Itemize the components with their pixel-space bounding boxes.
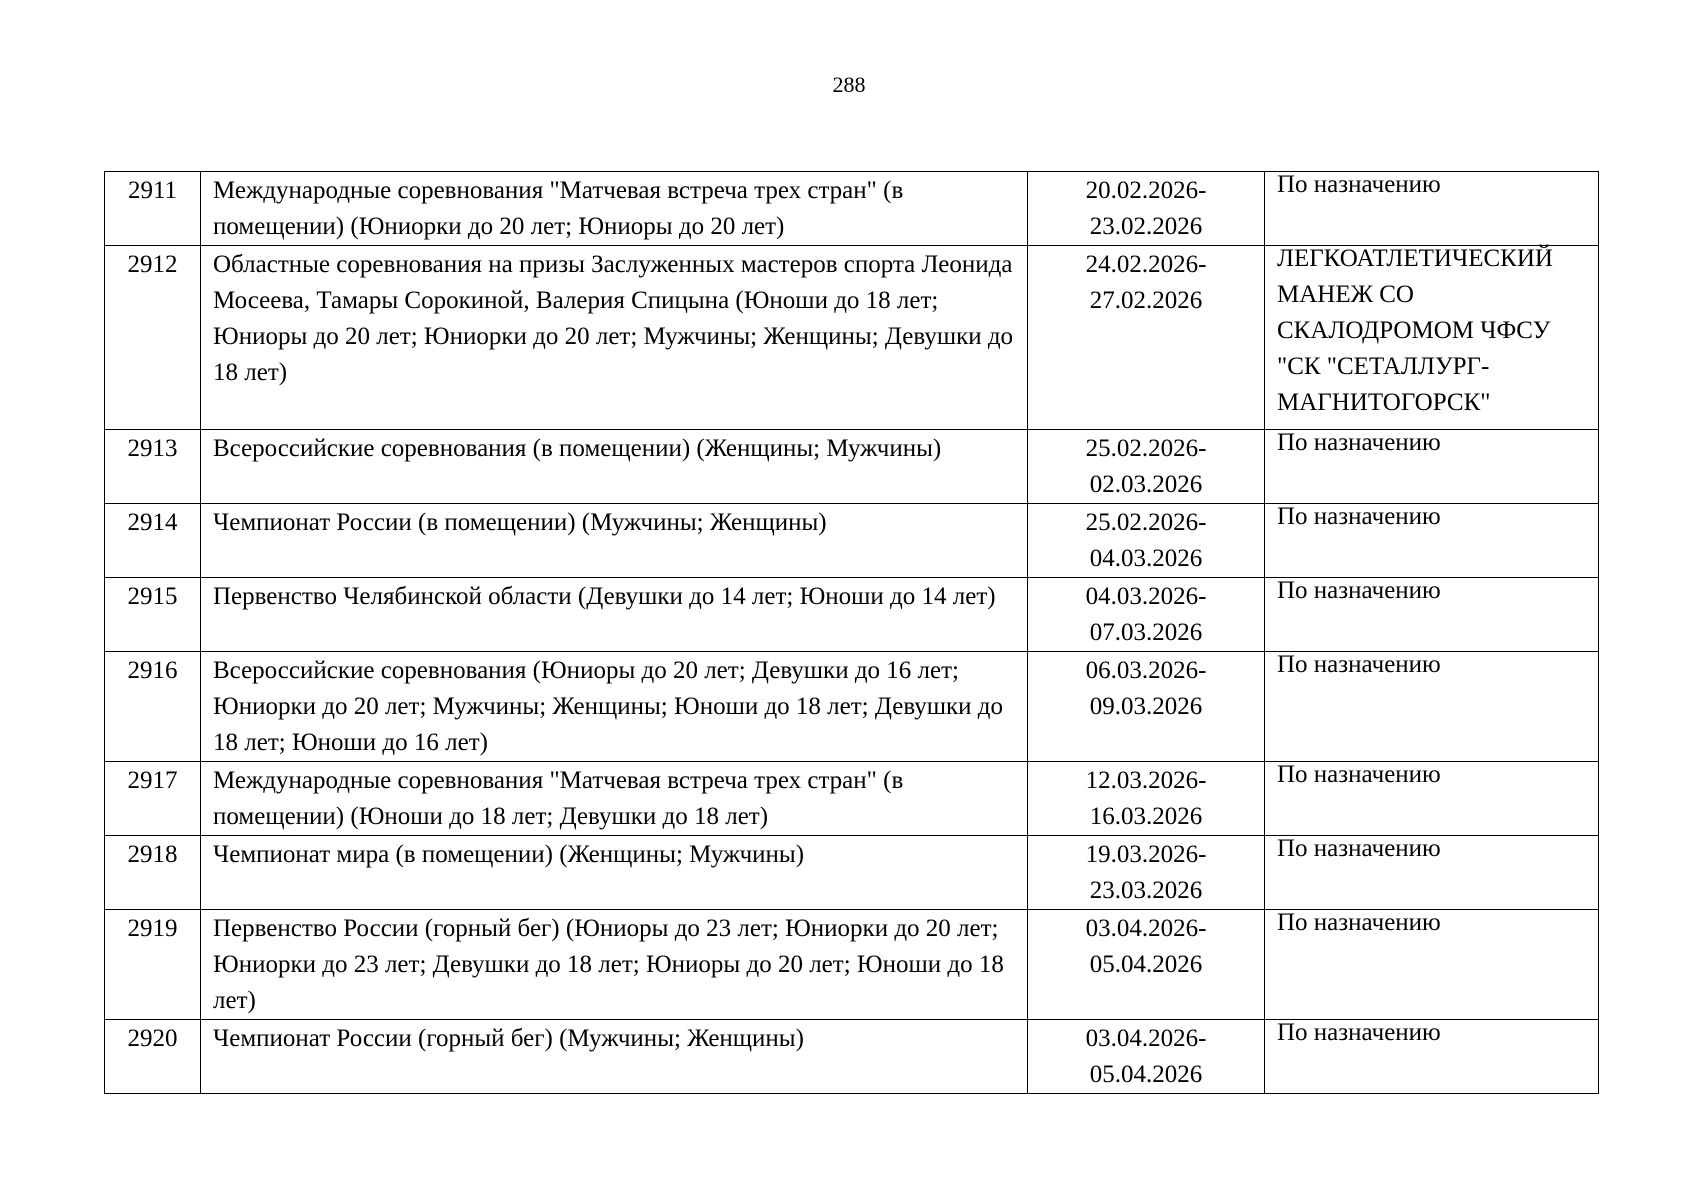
table-row bbox=[105, 504, 1599, 578]
table-row bbox=[105, 430, 1599, 504]
table-row bbox=[105, 246, 1599, 430]
event-date-end: 05.04.2026 bbox=[1089, 951, 1203, 978]
event-dates bbox=[1028, 762, 1265, 836]
event-date-start: 19.03.2026- bbox=[1085, 841, 1207, 868]
event-place-text: По назначению bbox=[1277, 429, 1441, 456]
event-name: Международные соревнования "Матчевая встреча трех стран" (в помещении) (Юноши до 18 лет; Девушки до 18 лет) bbox=[201, 762, 1028, 836]
event-date-end: 05.04.2026 bbox=[1089, 1061, 1203, 1088]
event-name: Областные соревнования на призы Заслуженных мастеров спорта Леонида Мосеева, Тамары Сорокиной, Валерия Спицына (Юноши до 18 лет; Юниоры до 20 лет; Юниорки до 20 лет; Мужчины; Женщины; Девушки до 18 лет) bbox=[201, 246, 1028, 430]
event-dates bbox=[1028, 172, 1265, 246]
event-place bbox=[1265, 504, 1599, 578]
event-place bbox=[1265, 172, 1599, 246]
event-number: 2913 bbox=[105, 430, 201, 504]
event-place-text: По назначению bbox=[1277, 651, 1441, 678]
table-row bbox=[105, 910, 1599, 1020]
event-dates bbox=[1028, 652, 1265, 762]
event-date-end: 04.03.2026 bbox=[1089, 545, 1203, 572]
event-number: 2918 bbox=[105, 836, 201, 910]
event-place-text: По назначению bbox=[1277, 835, 1441, 862]
event-date-start: 25.02.2026- bbox=[1085, 435, 1207, 462]
event-place-text: По назначению bbox=[1277, 761, 1441, 788]
event-name: Чемпионат России (в помещении) (Мужчины; Женщины) bbox=[201, 504, 1028, 578]
event-place-text: По назначению bbox=[1277, 577, 1441, 604]
table-row bbox=[105, 762, 1599, 836]
event-date-end: 16.03.2026 bbox=[1089, 803, 1203, 830]
event-date-start: 20.02.2026- bbox=[1085, 177, 1207, 204]
event-name: Первенство Челябинской области (Девушки до 14 лет; Юноши до 14 лет) bbox=[201, 578, 1028, 652]
event-name: Всероссийские соревнования (Юниоры до 20 лет; Девушки до 16 лет; Юниорки до 20 лет; Мужчины; Женщины; Юноши до 18 лет; Девушки до 18 лет; Юноши до 16 лет) bbox=[201, 652, 1028, 762]
event-place-text: По назначению bbox=[1277, 1019, 1441, 1046]
event-name: Всероссийские соревнования (в помещении) (Женщины; Мужчины) bbox=[201, 430, 1028, 504]
event-dates bbox=[1028, 246, 1265, 430]
event-date-end: 02.03.2026 bbox=[1089, 471, 1203, 498]
event-number: 2914 bbox=[105, 504, 201, 578]
event-number: 2919 bbox=[105, 910, 201, 1020]
events-table bbox=[104, 171, 1599, 1094]
event-number: 2916 bbox=[105, 652, 201, 762]
event-place bbox=[1265, 246, 1599, 430]
event-name: Международные соревнования "Матчевая встреча трех стран" (в помещении) (Юниорки до 20 лет; Юниоры до 20 лет) bbox=[201, 172, 1028, 246]
event-date-start: 24.02.2026- bbox=[1085, 251, 1207, 278]
event-date-end: 23.03.2026 bbox=[1089, 877, 1203, 904]
table-row bbox=[105, 172, 1599, 246]
event-name: Первенство России (горный бег) (Юниоры до 23 лет; Юниорки до 20 лет; Юниорки до 23 лет; Девушки до 18 лет; Юниоры до 20 лет; Юноши до 18 лет) bbox=[201, 910, 1028, 1020]
event-date-end: 23.02.2026 bbox=[1089, 213, 1203, 240]
event-place bbox=[1265, 836, 1599, 910]
event-place-text: ЛЕГКОАТЛЕТИЧЕСКИЙ МАНЕЖ СО СКАЛОДРОМОМ ЧФСУ "СК "СЕТАЛЛУРГ-МАГНИТОГОРСК" bbox=[1277, 245, 1553, 416]
event-dates bbox=[1028, 910, 1265, 1020]
event-place-text: По назначению bbox=[1277, 503, 1441, 530]
events-table-body bbox=[105, 172, 1599, 1094]
event-place bbox=[1265, 578, 1599, 652]
event-dates bbox=[1028, 430, 1265, 504]
event-date-end: 07.03.2026 bbox=[1089, 619, 1203, 646]
event-place bbox=[1265, 762, 1599, 836]
event-dates bbox=[1028, 836, 1265, 910]
page-number: 288 bbox=[832, 72, 866, 97]
event-number: 2911 bbox=[105, 172, 201, 246]
event-place bbox=[1265, 430, 1599, 504]
event-number: 2915 bbox=[105, 578, 201, 652]
event-dates bbox=[1028, 504, 1265, 578]
event-date-start: 03.04.2026- bbox=[1085, 1025, 1207, 1052]
event-date-start: 12.03.2026- bbox=[1085, 767, 1207, 794]
table-row bbox=[105, 652, 1599, 762]
table-row bbox=[105, 836, 1599, 910]
event-date-end: 27.02.2026 bbox=[1089, 287, 1203, 314]
event-number: 2917 bbox=[105, 762, 201, 836]
event-name: Чемпионат мира (в помещении) (Женщины; Мужчины) bbox=[201, 836, 1028, 910]
event-place-text: По назначению bbox=[1277, 909, 1441, 936]
event-dates bbox=[1028, 578, 1265, 652]
event-date-start: 06.03.2026- bbox=[1085, 657, 1207, 684]
table-row bbox=[105, 1020, 1599, 1094]
event-date-start: 25.02.2026- bbox=[1085, 509, 1207, 536]
event-date-start: 04.03.2026- bbox=[1085, 583, 1207, 610]
event-place bbox=[1265, 652, 1599, 762]
event-number: 2920 bbox=[105, 1020, 201, 1094]
event-number: 2912 bbox=[105, 246, 201, 430]
event-place bbox=[1265, 910, 1599, 1020]
event-dates bbox=[1028, 1020, 1265, 1094]
table-row bbox=[105, 578, 1599, 652]
event-date-end: 09.03.2026 bbox=[1089, 693, 1203, 720]
event-date-start: 03.04.2026- bbox=[1085, 915, 1207, 942]
event-place bbox=[1265, 1020, 1599, 1094]
event-place-text: По назначению bbox=[1277, 171, 1441, 198]
event-name: Чемпионат России (горный бег) (Мужчины; Женщины) bbox=[201, 1020, 1028, 1094]
